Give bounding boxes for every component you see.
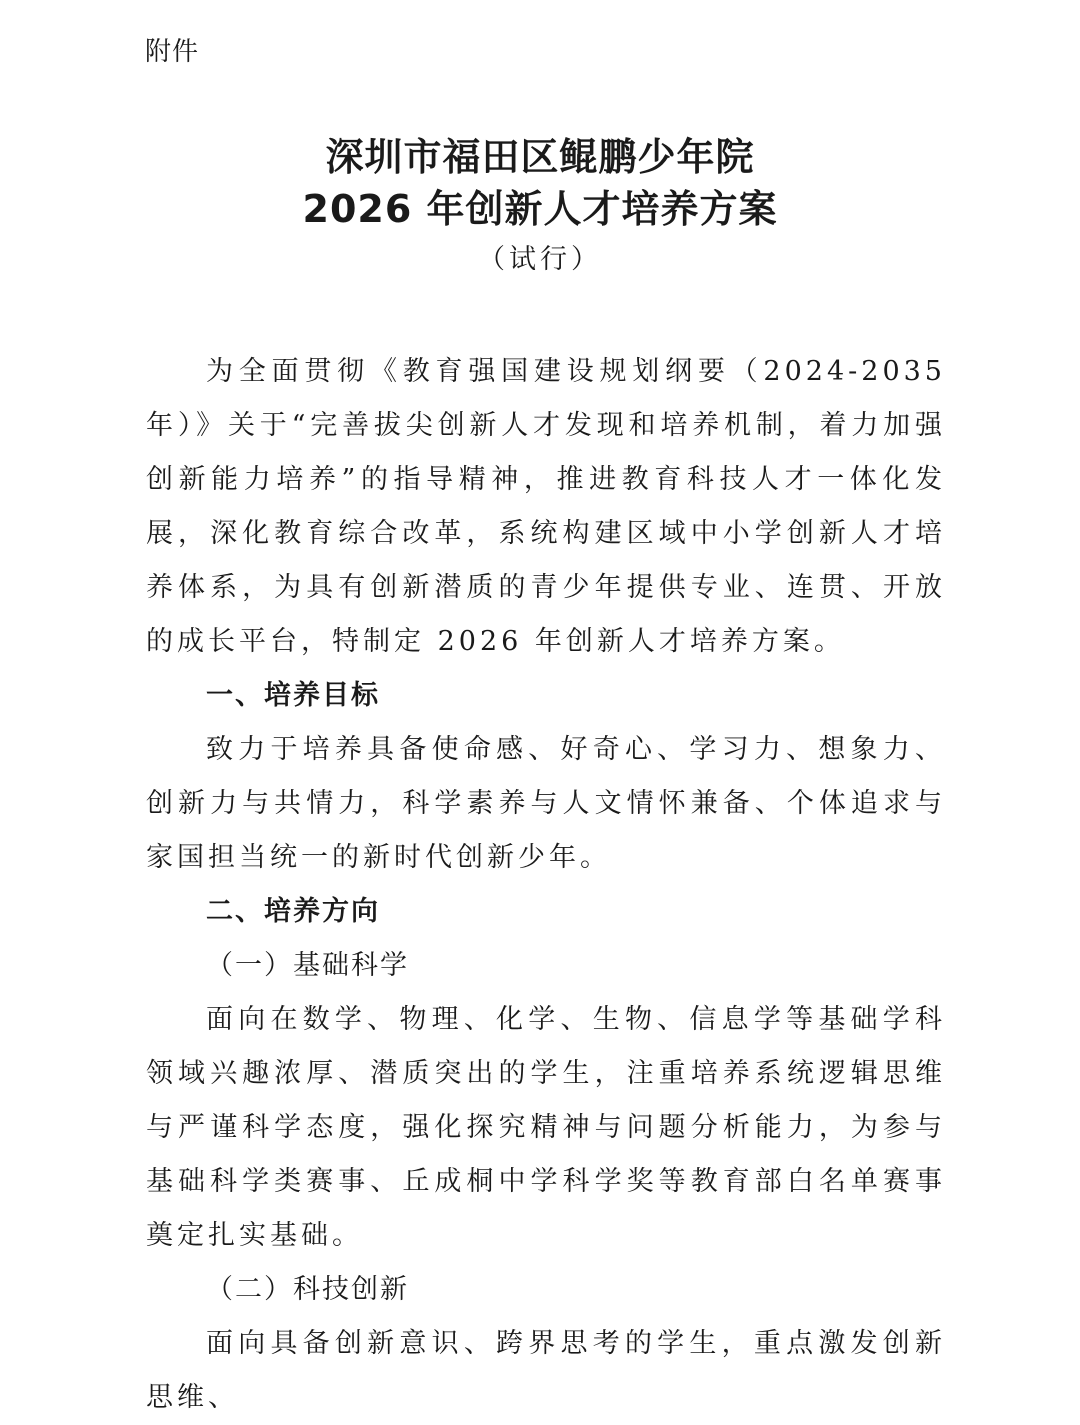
subsection-heading-tech-innovation: （二）科技创新: [206, 1274, 409, 1305]
document-subtitle: （试行）: [478, 244, 602, 275]
intro-paragraph: 为全面贯彻《教育强国建设规划纲要（2024-2035 年）》关于“完善拔尖创新人才发现和培养机制，着力加强创新能力培养”的指导精神，推进教育科技人才一体化发展，深化教育综合改革，系统构建区域中小学创新人才培养体系，为具有创新潜质的青少年提供专业、连贯、开放的成长平台，特制定 2026 年创新人才培养方案。: [146, 356, 946, 657]
section-paragraph-goals: 致力于培养具备使命感、好奇心、学习力、想象力、创新力与共情力，科学素养与人文情怀兼备、个体追求与家国担当统一的新时代创新少年。: [146, 734, 946, 873]
attachment-label: 附件: [145, 37, 200, 67]
document-title-line-2: 2026 年创新人才培养方案: [302, 187, 778, 231]
section-heading-directions: 二、培养方向: [206, 896, 380, 927]
section-heading-goals: 一、培养目标: [206, 680, 380, 711]
document-body: [146, 345, 946, 1425]
subsection-heading-basic-science: （一）基础科学: [206, 950, 409, 981]
document-title-line-1: 深圳市福田区鲲鹏少年院: [325, 135, 755, 179]
subsection-paragraph-basic-science: 面向在数学、物理、化学、生物、信息学等基础学科领域兴趣浓厚、潜质突出的学生，注重培养系统逻辑思维与严谨科学态度，强化探究精神与问题分析能力，为参与基础科学类赛事、丘成桐中学科学奖等教育部白名单赛事奠定扎实基础。: [146, 1004, 946, 1251]
subsection-paragraph-tech-innovation: 面向具备创新意识、跨界思考的学生，重点激发创新思维、: [146, 1328, 946, 1413]
